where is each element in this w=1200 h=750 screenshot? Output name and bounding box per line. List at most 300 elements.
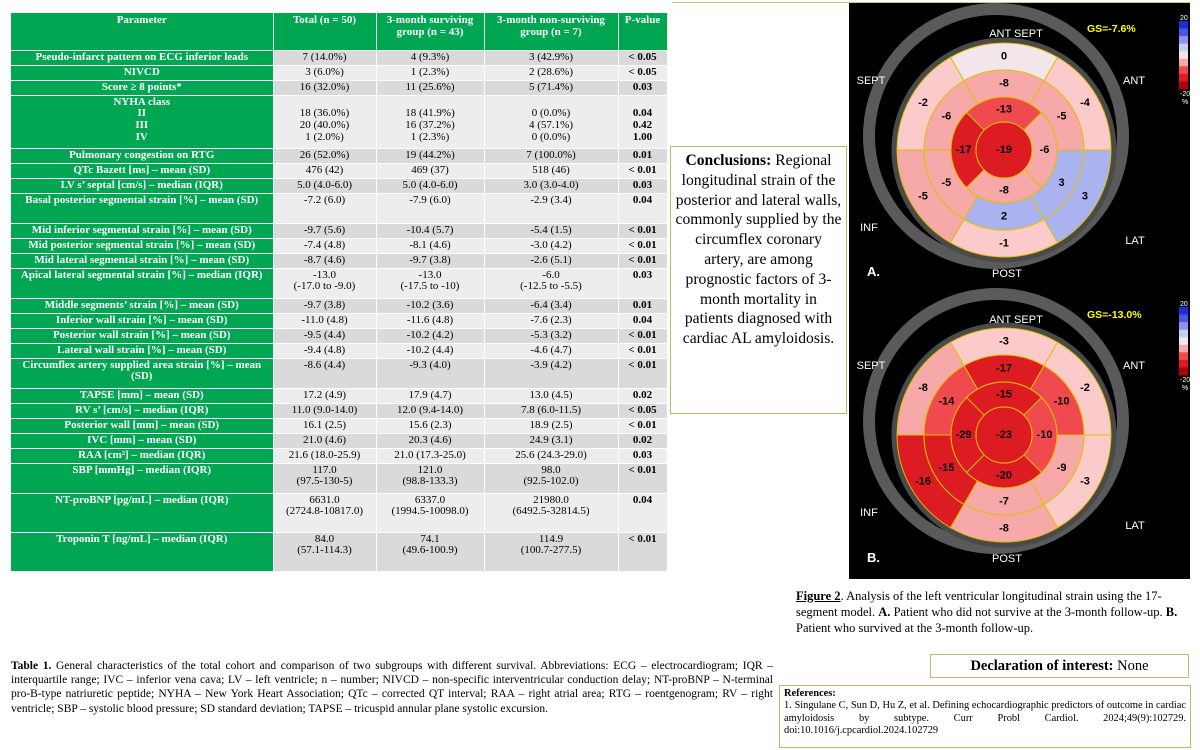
parameter-name: TAPSE [mm] – mean (SD) <box>79 388 204 401</box>
total-cell-line: (57.1-114.3) <box>297 544 352 557</box>
surviving-cell-line: (49.6-100.9) <box>402 544 458 557</box>
colorbar-unit: % <box>1182 385 1189 392</box>
parameter-name: Posterior wall strain [%] – mean (SD) <box>52 328 231 341</box>
label-sept: SEPT <box>856 75 886 87</box>
basal-value: -2 <box>1080 382 1090 395</box>
table-row <box>11 433 667 448</box>
parameter-cell <box>11 178 273 193</box>
label-lat: LAT <box>1125 520 1145 532</box>
parameter-cell <box>11 532 273 571</box>
apical-value: -10 <box>1036 428 1053 441</box>
non-surviving-cell: -3.0 (4.2) <box>484 238 618 253</box>
table-row <box>11 493 667 532</box>
surv-cell-line: 1 (2.3%) <box>410 131 450 144</box>
parameter-name: Mid inferior segmental strain [%] – mean (SD) <box>31 223 252 236</box>
parameter-cell <box>11 80 273 95</box>
non-surviving-cell: 7.8 (6.0-11.5) <box>484 403 618 418</box>
parameter-name: RAA [cm²] – median (IQR) <box>78 448 206 461</box>
total-cell: 26 (52.0%) <box>273 148 376 163</box>
p-value-cell: 0.04 <box>618 493 667 532</box>
surviving-cell-line: (1994.5-10098.0) <box>391 505 469 518</box>
total-cell: -7.4 (4.8) <box>273 238 376 253</box>
surv-cell-line: 18 (41.9%) <box>405 107 455 120</box>
p-value-cell: < 0.01 <box>618 343 667 358</box>
label-ant: ANT <box>1123 360 1145 372</box>
colorbar-step <box>1179 51 1188 59</box>
p-value-cell: 0.04 <box>618 193 667 223</box>
surviving-cell-line: 121.0 <box>417 463 443 476</box>
basal-value: -4 <box>1080 97 1090 110</box>
colorbar-step <box>1179 337 1188 345</box>
non-surviving-cell: 3.0 (3.0-4.0) <box>484 178 618 193</box>
p-value-cell: 0.02 <box>618 388 667 403</box>
surviving-cell-line: 6337.0 <box>414 493 446 506</box>
non-surviving-cell-line: (92.5-102.0) <box>523 475 579 488</box>
surviving-cell-line: (-17.5 to -10) <box>400 280 460 293</box>
surviving-cell: -7.9 (6.0) <box>376 193 484 223</box>
surviving-cell <box>376 463 484 493</box>
parameter-name: NYHA class <box>113 95 171 108</box>
surv-cell-line: 16 (37.2%) <box>405 119 455 132</box>
parameter-name: NIVCD <box>123 65 160 78</box>
table-row <box>11 268 667 298</box>
colorbar-step <box>1179 367 1188 375</box>
p-cell-line: 1.00 <box>632 131 653 144</box>
bullseye-panel-a <box>869 9 1188 263</box>
parameter-name: Basal posterior segmental strain [%] – mean (SD) <box>25 193 259 206</box>
figure-caption-a-text: Patient who did not survive at the 3-month follow-up. <box>890 604 1166 619</box>
p-value-cell: < 0.05 <box>618 403 667 418</box>
table-row <box>11 238 667 253</box>
characteristics-table <box>11 13 668 572</box>
global-strain-value: GS=-7.6% <box>1087 23 1136 35</box>
mid-value: -17 <box>996 362 1012 375</box>
parameter-name: Posterior wall [mm] – mean (SD) <box>64 418 220 431</box>
label-lat: LAT <box>1125 235 1145 247</box>
apical-value: -20 <box>996 469 1012 482</box>
surv-cell <box>376 95 484 148</box>
conclusions-text: Regional longitudinal strain of the posterior and lateral walls, commonly supplied by the circumflex coronary artery, are among prognostic factors of 3-month mortality in patients diagnosed with cardiac AL amyloidosis. <box>675 152 842 348</box>
colorbar-unit: % <box>1182 99 1189 106</box>
nonsurv-cell-line: 0 (0.0%) <box>531 107 571 120</box>
parameter-subclass: II <box>137 107 147 120</box>
mid-value: -5 <box>941 177 952 190</box>
total-cell-line: 6631.0 <box>309 493 340 506</box>
p-value-cell: < 0.01 <box>618 358 667 388</box>
non-surviving-cell <box>484 532 618 571</box>
figure-caption-b-text: Patient who survived at the 3-month follow-up. <box>796 620 1034 635</box>
parameter-subclass: IV <box>135 131 148 144</box>
apical-value: -29 <box>955 428 972 441</box>
parameter-cell <box>11 343 273 358</box>
p-value-cell: < 0.01 <box>618 223 667 238</box>
panel-letter: B. <box>867 550 880 565</box>
parameter-name: Troponin T [ng/mL] – median (IQR) <box>56 532 228 545</box>
p-cell-line: 0.42 <box>632 119 653 132</box>
total-cell-line: 20 (40.0%) <box>299 119 350 132</box>
figure-caption <box>796 589 1192 636</box>
parameter-name: Pseudo-infarct pattern on ECG inferior leads <box>35 50 249 63</box>
mid-value: -14 <box>938 395 955 408</box>
apical-value: -13 <box>996 103 1012 116</box>
non-surviving-cell: 518 (46) <box>484 163 618 178</box>
surviving-cell-line: -13.0 <box>418 268 442 281</box>
mid-value: -6 <box>941 110 952 123</box>
figure-caption-b-label: B. <box>1165 604 1178 619</box>
total-cell: -9.7 (3.8) <box>273 298 376 313</box>
colorbar-max: 20 <box>1180 301 1188 308</box>
surviving-cell <box>376 268 484 298</box>
parameter-name: Circumflex artery supplied area strain [%] – mean (SD) <box>22 358 262 383</box>
parameter-cell <box>11 50 273 65</box>
apex-value: -23 <box>996 428 1012 441</box>
total-cell: 21.6 (18.0-25.9) <box>273 448 376 463</box>
total-cell-line: 84.0 <box>314 532 335 545</box>
non-surviving-cell: -2.9 (3.4) <box>484 193 618 223</box>
apical-value: -6 <box>1039 143 1050 156</box>
parameter-name: IVC [mm] – mean (SD) <box>87 433 197 446</box>
parameter-cell <box>11 253 273 268</box>
p-value-cell: < 0.01 <box>618 418 667 433</box>
references-box <box>779 685 1191 748</box>
non-surviving-cell: 7 (100.0%) <box>484 148 618 163</box>
surviving-cell: -10.2 (4.4) <box>376 343 484 358</box>
p-value-cell: < 0.05 <box>618 50 667 65</box>
colorbar-min: -20 <box>1180 91 1190 98</box>
reference-1: 1. Singulane C, Sun D, Hu Z, et al. Defining echocardiographic predictors of outcome in cardiac amyloidosis by subtype. Curr Probl Cardiol. 2024;49(9):102729. doi:10.1016/j.cpcardiol.2024.102729 <box>784 700 1186 737</box>
parameter-cell <box>11 223 273 238</box>
p-value-cell: < 0.01 <box>618 532 667 571</box>
total-cell <box>273 95 376 148</box>
non-surviving-cell-line: (100.7-277.5) <box>520 544 582 557</box>
surviving-cell: 11 (25.6%) <box>376 80 484 95</box>
total-cell: -8.7 (4.6) <box>273 253 376 268</box>
parameter-cell <box>11 298 273 313</box>
nonsurv-cell-line: 4 (57.1%) <box>529 119 573 132</box>
non-surviving-cell: 3 (42.9%) <box>484 50 618 65</box>
label-post: POST <box>992 268 1022 280</box>
parameter-cell <box>11 328 273 343</box>
p-value-cell: < 0.01 <box>618 253 667 268</box>
basal-value: -8 <box>918 382 928 395</box>
parameter-name: Pulmonary congestion on RTG <box>69 148 215 161</box>
surviving-cell: 21.0 (17.3-25.0) <box>376 448 484 463</box>
parameter-cell <box>11 313 273 328</box>
apical-value: -17 <box>955 143 972 156</box>
label-ant-sept: ANT SEPT <box>989 28 1043 40</box>
surviving-cell: -10.4 (5.7) <box>376 223 484 238</box>
basal-value: -8 <box>999 522 1009 535</box>
surviving-cell <box>376 532 484 571</box>
surviving-cell: -10.2 (4.2) <box>376 328 484 343</box>
total-cell: 476 (42) <box>273 163 376 178</box>
table-row <box>11 163 667 178</box>
total-cell: 3 (6.0%) <box>273 65 376 80</box>
non-surviving-cell: 18.9 (2.5) <box>484 418 618 433</box>
panel-letter: A. <box>867 264 880 279</box>
non-surviving-cell: 5 (71.4%) <box>484 80 618 95</box>
parameter-cell <box>11 388 273 403</box>
surviving-cell: -10.2 (3.6) <box>376 298 484 313</box>
total-cell-line: -13.0 <box>313 268 336 281</box>
table-row <box>11 253 667 268</box>
non-surviving-cell: 13.0 (4.5) <box>484 388 618 403</box>
parameter-name: NT-proBNP [pg/mL] – median (IQR) <box>54 493 229 506</box>
total-cell <box>273 532 376 571</box>
colorbar-step <box>1179 81 1188 89</box>
declaration-text: None <box>1113 658 1149 674</box>
p-value-cell: 0.01 <box>618 298 667 313</box>
bullseye-svg <box>849 3 1190 579</box>
p-value-cell: < 0.01 <box>618 238 667 253</box>
label-post: POST <box>992 553 1022 565</box>
total-cell-line: 1 (2.0%) <box>305 131 344 144</box>
colorbar-step <box>1179 36 1188 44</box>
total-cell-line: (97.5-130-5) <box>296 475 353 488</box>
p-value-cell: 0.03 <box>618 268 667 298</box>
total-cell-line: (2724.8-10817.0) <box>286 505 363 518</box>
parameter-name: Score ≥ 8 points* <box>101 80 182 93</box>
p-value-cell: 0.03 <box>618 448 667 463</box>
p-value-cell: 0.03 <box>618 80 667 95</box>
table-row <box>11 328 667 343</box>
parameter-cell <box>11 148 273 163</box>
non-surviving-cell: -7.6 (2.3) <box>484 313 618 328</box>
basal-value: -1 <box>999 237 1009 250</box>
table-row <box>11 178 667 193</box>
parameter-name: SBP [mmHg] – median (IQR) <box>72 463 212 476</box>
colorbar-step <box>1179 345 1188 353</box>
surviving-cell: 20.3 (4.6) <box>376 433 484 448</box>
header-total: Total (n = 50) <box>273 13 376 50</box>
table-row <box>11 223 667 238</box>
declaration-box <box>930 654 1189 678</box>
strain-bullseye-figure <box>849 3 1190 579</box>
conclusions-label: Conclusions: <box>685 152 772 169</box>
parameter-cell <box>11 268 273 298</box>
table-header-row <box>11 13 667 50</box>
table-row <box>11 50 667 65</box>
parameter-name: Mid lateral segmental strain [%] – mean (SD) <box>34 253 250 266</box>
table-row <box>11 403 667 418</box>
non-surviving-cell: -5.4 (1.5) <box>484 223 618 238</box>
p-value-cell: < 0.01 <box>618 463 667 493</box>
non-surviving-cell: 25.6 (24.3-29.0) <box>484 448 618 463</box>
total-cell-line: 117.0 <box>312 463 337 476</box>
total-cell <box>273 493 376 532</box>
non-surviving-cell <box>484 493 618 532</box>
surviving-cell-line: (98.8-133.3) <box>402 475 458 488</box>
label-ant: ANT <box>1123 75 1145 87</box>
parameter-cell <box>11 163 273 178</box>
surviving-cell-line: 74.1 <box>420 532 440 545</box>
bullseye-panel-b <box>869 294 1188 548</box>
parameter-cell <box>11 95 273 148</box>
p-cell <box>618 95 667 148</box>
table-caption-text: General characteristics of the total cohort and comparison of two subgroups with different survival. Abbreviations: ECG – electrocardiogram; IQR – interquartile range; IVC – inferior vena cava; LV – left ventricle; n – number; NIVCD – non-specific interventricular conduction delay; NT-proBNP – N-terminal pro-B-type natriuretic peptide; NYHA – New York Heart Association; QTc – corrected QT interval; RAA – right atrial area; RTG – roentgenogram; RV – right ventricle; SBP – systolic blood pressure; SD standard deviation; TAPSE – tricuspid annular plane systolic excursion. <box>11 660 773 715</box>
parameter-cell <box>11 448 273 463</box>
surviving-cell <box>376 493 484 532</box>
table-caption <box>11 659 773 716</box>
colorbar-max: 20 <box>1180 15 1188 22</box>
surviving-cell: -9.3 (4.0) <box>376 358 484 388</box>
basal-value: 3 <box>1081 190 1089 203</box>
apex-value: -19 <box>996 143 1012 156</box>
mid-value: -7 <box>999 495 1009 508</box>
p-value-cell: 0.03 <box>618 178 667 193</box>
label-inf: INF <box>860 507 878 519</box>
table-row <box>11 388 667 403</box>
non-surviving-cell-line: 114.9 <box>538 532 564 545</box>
global-strain-value: GS=-13.0% <box>1087 309 1142 321</box>
total-cell: 11.0 (9.0-14.0) <box>273 403 376 418</box>
mid-value: -10 <box>1053 395 1070 408</box>
surviving-cell: 19 (44.2%) <box>376 148 484 163</box>
surviving-cell: -11.6 (4.8) <box>376 313 484 328</box>
header-non-surviving: 3-month non-surviving group (n = 7) <box>484 13 618 50</box>
non-surviving-cell: -3.9 (4.2) <box>484 358 618 388</box>
header-parameter: Parameter <box>11 13 273 50</box>
total-cell: 7 (14.0%) <box>273 50 376 65</box>
table-row <box>11 448 667 463</box>
p-value-cell: < 0.01 <box>618 328 667 343</box>
colorbar-step <box>1179 322 1188 330</box>
total-cell: 5.0 (4.0-6.0) <box>273 178 376 193</box>
p-value-cell: 0.01 <box>618 148 667 163</box>
non-surviving-cell-line: -6.0 <box>542 268 560 281</box>
non-surviving-cell: -5.3 (3.2) <box>484 328 618 343</box>
label-inf: INF <box>860 222 878 234</box>
header-p-value: P-value <box>618 13 667 50</box>
basal-value: -3 <box>999 335 1009 348</box>
table-row <box>11 313 667 328</box>
non-surviving-cell <box>484 268 618 298</box>
mid-value: 2 <box>1000 210 1008 223</box>
colorbar-step <box>1179 29 1188 37</box>
parameter-name: QTc Bazett [ms] – mean (SD) <box>73 163 211 176</box>
mid-value: 3 <box>1058 177 1065 190</box>
parameter-name: RV s’ [cm/s] – median (IQR) <box>75 403 209 416</box>
surviving-cell: 12.0 (9.4-14.0) <box>376 403 484 418</box>
apical-value: -8 <box>999 184 1009 197</box>
surviving-cell: 15.6 (2.3) <box>376 418 484 433</box>
colorbar-step <box>1179 21 1188 29</box>
mid-value: -5 <box>1056 110 1067 123</box>
table-row <box>11 298 667 313</box>
non-surviving-cell-line: (6492.5-32814.5) <box>512 505 590 518</box>
table-caption-label: Table 1. <box>11 660 52 672</box>
table-row <box>11 358 667 388</box>
basal-value: -3 <box>1080 475 1090 488</box>
colorbar-step <box>1179 44 1188 52</box>
surviving-cell: -8.1 (4.6) <box>376 238 484 253</box>
parameter-name: Middle segments’ strain [%] – mean (SD) <box>44 298 239 311</box>
p-value-cell: 0.02 <box>618 433 667 448</box>
colorbar-step <box>1179 360 1188 368</box>
total-cell: -9.4 (4.8) <box>273 343 376 358</box>
total-cell: 21.0 (4.6) <box>273 433 376 448</box>
table-row <box>11 463 667 493</box>
header-surviving: 3-month surviving group (n = 43) <box>376 13 484 50</box>
total-cell: 16.1 (2.5) <box>273 418 376 433</box>
surviving-cell: 17.9 (4.7) <box>376 388 484 403</box>
parameter-name: Inferior wall strain [%] – mean (SD) <box>56 313 228 326</box>
total-cell-line: 18 (36.0%) <box>299 107 350 120</box>
total-cell <box>273 463 376 493</box>
total-cell: -8.6 (4.4) <box>273 358 376 388</box>
non-surviving-cell-line: 98.0 <box>541 463 561 476</box>
parameter-cell <box>11 403 273 418</box>
total-cell: -7.2 (6.0) <box>273 193 376 223</box>
colorbar-step <box>1179 330 1188 338</box>
label-ant-sept: ANT SEPT <box>989 314 1043 326</box>
parameter-subclass: III <box>135 119 149 132</box>
colorbar-step <box>1179 352 1188 360</box>
colorbar-step <box>1179 307 1188 315</box>
p-value-cell: 0.04 <box>618 313 667 328</box>
non-surviving-cell <box>484 463 618 493</box>
parameter-cell <box>11 65 273 80</box>
surviving-cell: 4 (9.3%) <box>376 50 484 65</box>
non-surviving-cell: -2.6 (5.1) <box>484 253 618 268</box>
total-cell-line: (-17.0 to -9.0) <box>293 280 356 293</box>
table-row <box>11 343 667 358</box>
nonsurv-cell-line: 0 (0.0%) <box>531 131 571 144</box>
colorbar-step <box>1179 74 1188 82</box>
total-cell <box>273 268 376 298</box>
basal-value: 0 <box>1000 50 1008 63</box>
mid-value: -9 <box>1056 462 1067 475</box>
non-surviving-cell: 2 (28.6%) <box>484 65 618 80</box>
p-value-cell: < 0.01 <box>618 163 667 178</box>
figure-caption-text: . Analysis of the left ventricular longitudinal strain using the 17-segment model. <box>796 589 1162 619</box>
table-row <box>11 95 667 148</box>
total-cell: -9.7 (5.6) <box>273 223 376 238</box>
colorbar-step <box>1179 315 1188 323</box>
parameter-cell <box>11 493 273 532</box>
total-cell: -11.0 (4.8) <box>273 313 376 328</box>
parameter-name: LV s’ septal [cm/s] – median (IQR) <box>60 178 223 191</box>
total-cell: 16 (32.0%) <box>273 80 376 95</box>
table-row <box>11 65 667 80</box>
figure-caption-a-label: A. <box>878 604 891 619</box>
colorbar-step <box>1179 59 1188 67</box>
colorbar-step <box>1179 66 1188 74</box>
mid-value: -8 <box>999 77 1009 90</box>
p-cell-line: 0.04 <box>632 107 653 120</box>
surviving-cell: 469 (37) <box>376 163 484 178</box>
table-row <box>11 418 667 433</box>
parameter-name: Apical lateral segmental strain [%] – median (IQR) <box>20 268 263 281</box>
parameter-cell <box>11 193 273 223</box>
total-cell: -9.5 (4.4) <box>273 328 376 343</box>
non-surviving-cell: -6.4 (3.4) <box>484 298 618 313</box>
table-body <box>11 50 667 571</box>
colorbar-min: -20 <box>1180 377 1190 384</box>
declaration-label: Declaration of interest: <box>970 658 1114 674</box>
parameter-cell <box>11 433 273 448</box>
surviving-cell: -9.7 (3.8) <box>376 253 484 268</box>
basal-value: -2 <box>918 97 928 110</box>
figure-caption-label: Figure 2 <box>796 589 841 603</box>
surviving-cell: 5.0 (4.0-6.0) <box>376 178 484 193</box>
parameter-cell <box>11 238 273 253</box>
table-row <box>11 80 667 95</box>
basal-value: -16 <box>915 475 931 488</box>
non-surviving-cell: -4.6 (4.7) <box>484 343 618 358</box>
parameter-name: Lateral wall strain [%] – mean (SD) <box>57 343 227 356</box>
basal-value: -5 <box>918 190 928 203</box>
